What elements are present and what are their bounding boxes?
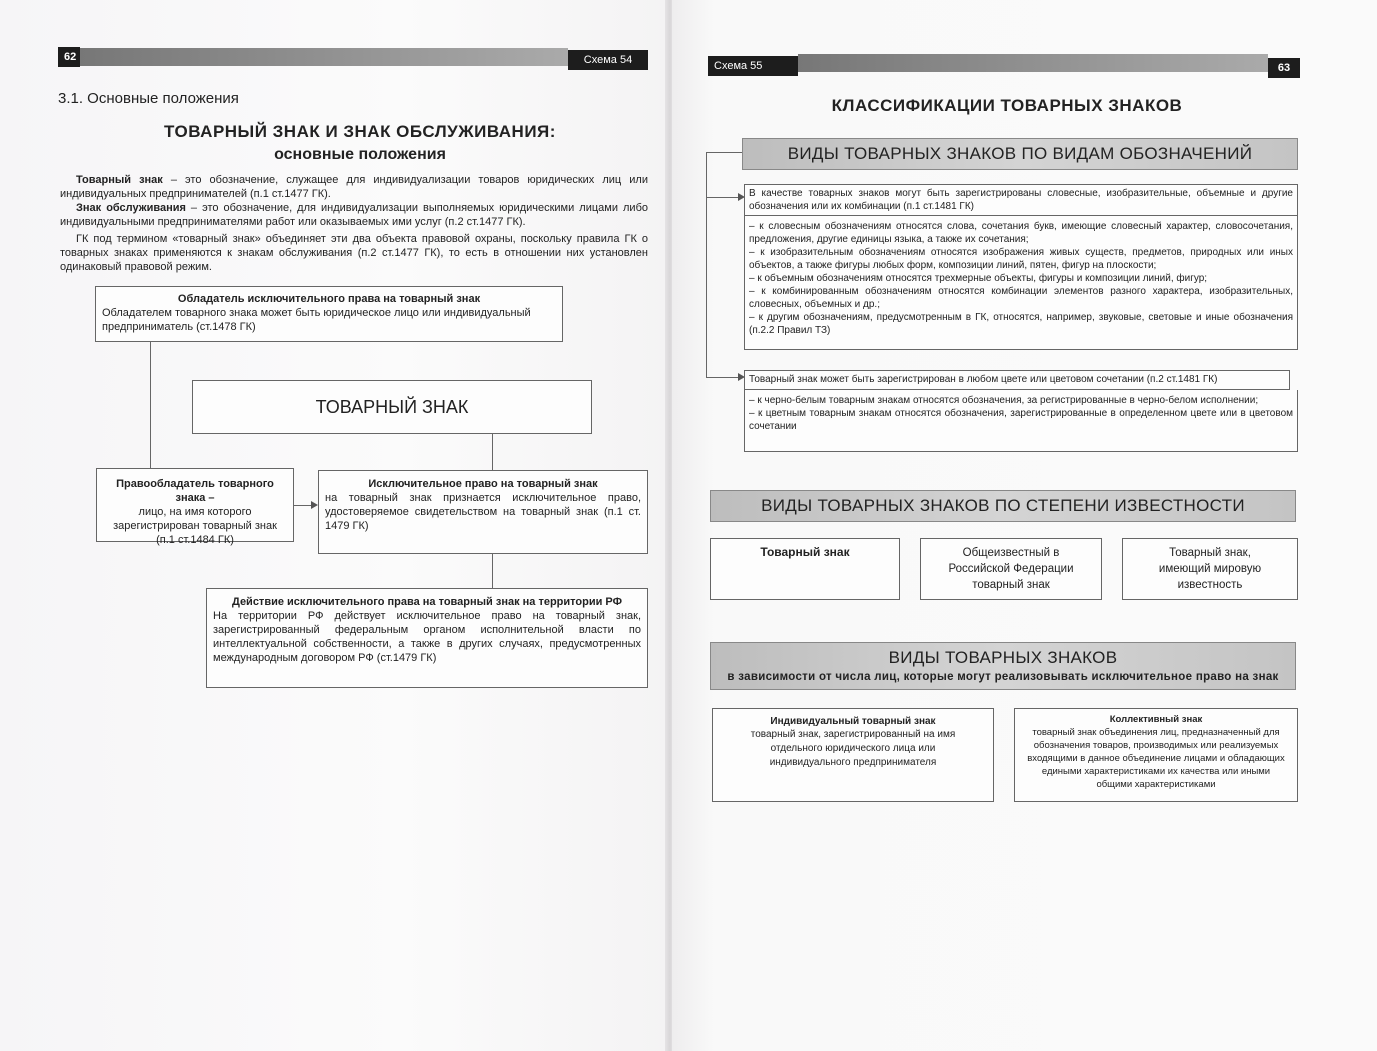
trademark-center-box: ТОВАРНЫЙ ЗНАК [192, 380, 592, 434]
scheme-label: Схема 55 [708, 56, 798, 76]
designations-list [744, 216, 1298, 350]
bracket-line [706, 197, 740, 198]
connector-line [294, 505, 312, 506]
page-title: ТОВАРНЫЙ ЗНАК И ЗНАК ОБСЛУЖИВАНИЯ: [164, 122, 556, 141]
definition-term: Знак обслуживания [76, 202, 186, 214]
connector-line [492, 434, 493, 470]
list-item: – к объемным обозначениям относятся трехмерные объекты, фигуры и композиции линий, фигур; [749, 273, 1208, 284]
list-item: – к комбинированным обозначениям относятся комбинации элементов разного характера, изобразительных, словесных, объемных и др.; [749, 286, 1293, 310]
holder-text: Обладателем товарного знака может быть юридическое лицо или индивидуальный предприниматель (ст.1478 ГК) [102, 307, 531, 333]
exclusive-title: Исключительное право на товарный знак [368, 478, 598, 490]
section-heading: 3.1. Основные положения [58, 90, 239, 107]
fame-label: Товарный знак, имеющий мировую известность [1158, 547, 1262, 591]
holder-box [95, 286, 563, 342]
collective-title: Коллективный знак [1109, 714, 1203, 725]
page-number: 62 [58, 47, 80, 67]
fame-box-ordinary [710, 538, 900, 600]
exclusive-text: на товарный знак признается исключительное право, удостоверяемое свидетельством на товарный знак (п.1 ст. 1479 ГК) [325, 492, 641, 532]
fame-box-world [1122, 538, 1298, 600]
page-title: КЛАССИФИКАЦИИ ТОВАРНЫХ ЗНАКОВ [831, 96, 1183, 115]
arrow-icon [311, 501, 318, 509]
color-list [744, 390, 1298, 452]
rightholder-box [96, 468, 294, 546]
action-text: На территории РФ действует исключительное право на товарный знак, зарегистрированный федеральным органом исполнительной власти по интеллектуальной собственности, а также в других случаях, предусмотренных международным договором РФ (ст.1479 ГК) [213, 610, 641, 664]
section-title: ВИДЫ ТОВАРНЫХ ЗНАКОВ [888, 648, 1118, 667]
bracket-line [706, 377, 740, 378]
designations-box [744, 184, 1298, 216]
definition-text: – это обозначение, для индивидуализации выполняемых юридическими лицами либо индивидуальными предпринимателями работ или оказываемых ими услуг (п.2 ст.1477 ГК). [60, 202, 648, 228]
header-bar [798, 54, 1268, 72]
connector-line [492, 554, 493, 588]
rightholder-text: лицо, на имя которого зарегистрирован товарный знак (п.1 ст.1484 ГК) [113, 506, 277, 546]
scheme-label: Схема 54 [568, 50, 648, 70]
list-item: – к словесным обозначениям относятся слова, сочетания букв, имеющие словесный характер, словосочетания, предложения, другие единицы языка, а также их сочетания; [749, 221, 1293, 245]
definition-trademark [60, 173, 648, 201]
connector-line [150, 342, 151, 468]
definition-text: – это обозначение, служащее для индивидуализации товаров юридических лиц или индивидуальных предпринимателей (п.1 ст.1477 ГК). [60, 174, 648, 200]
color-text: Товарный знак может быть зарегистрирован в любом цвете или цветовом сочетании (п.2 ст.1481 ГК) [749, 374, 1218, 385]
page-subtitle: основные положения [274, 146, 446, 163]
fame-label: Товарный знак [760, 545, 850, 559]
designations-text: В качестве товарных знаков могут быть зарегистрированы словесные, изобразительные, объемные и другие обозначения или их комбинации (п.1 ст.1481 ГК) [749, 188, 1293, 212]
bracket-line [706, 152, 742, 153]
territory-action-box [206, 588, 648, 688]
individual-mark-box [712, 708, 994, 802]
bracket-line [706, 152, 707, 378]
list-item: – к другим обозначениям, предусмотренным в ГК, относятся, например, звуковые, световые и иные обозначения (п.2.2 Правил ТЗ) [749, 312, 1293, 336]
rightholder-title: Правообладатель товарного знака – [116, 478, 274, 504]
section-header-designations: ВИДЫ ТОВАРНЫХ ЗНАКОВ ПО ВИДАМ ОБОЗНАЧЕНИЙ [742, 138, 1298, 170]
collective-text: товарный знак объединения лиц, предназначенный для обозначения товаров, производимых или реализуемых входящими в данное объединение лицами и обладающих едиными характеристиками их качества или иными общими характеристиками [1027, 727, 1285, 790]
page-number: 63 [1268, 58, 1300, 78]
individual-title: Индивидуальный товарный знак [770, 716, 936, 727]
color-box [744, 370, 1290, 390]
right-page [672, 0, 1377, 1051]
collective-mark-box [1014, 708, 1298, 802]
left-page [0, 0, 670, 1051]
list-item: – к цветным товарным знакам относятся обозначения, зарегистрированные в определенном цвете или в цветовом сочетании [749, 408, 1293, 432]
action-title: Действие исключительного права на товарный знак на территории РФ [231, 596, 623, 608]
section-subtitle: в зависимости от числа лиц, которые могут реализовывать исключительное право на знак [727, 671, 1279, 683]
definition-general: ГК под термином «товарный знак» объединяет эти два объекта правовой охраны, поскольку правила ГК о товарных знаках применяются к знакам обслуживания (п.2 ст.1477 ГК), то есть в отношении них установлен одинаковый правовой режим. [60, 233, 648, 273]
fame-box-wellknown [920, 538, 1102, 600]
header-bar [80, 48, 568, 66]
section-header-fame: ВИДЫ ТОВАРНЫХ ЗНАКОВ ПО СТЕПЕНИ ИЗВЕСТНОСТИ [710, 490, 1296, 522]
fame-label: Общеизвестный в Российской Федерации товарный знак [948, 547, 1074, 591]
list-item: – к изобразительным обозначениям относятся изображения живых существ, предметов, природных или иных объектов, а также фигуры любых форм, композиции линий, пятен, фигур на плоскости; [749, 247, 1293, 271]
definition-service-mark [60, 201, 648, 229]
list-item: – к черно-белым товарным знакам относятся обозначения, за регистрированные в черно-белом исполнении; [749, 395, 1259, 406]
individual-text: товарный знак, зарегистрированный на имя отдельного юридического лица или индивидуального предпринимателя [750, 729, 956, 768]
exclusive-right-box [318, 470, 648, 554]
section-header-persons [710, 642, 1296, 690]
holder-title: Обладатель исключительного права на товарный знак [177, 293, 481, 305]
definition-term: Товарный знак [76, 174, 163, 186]
